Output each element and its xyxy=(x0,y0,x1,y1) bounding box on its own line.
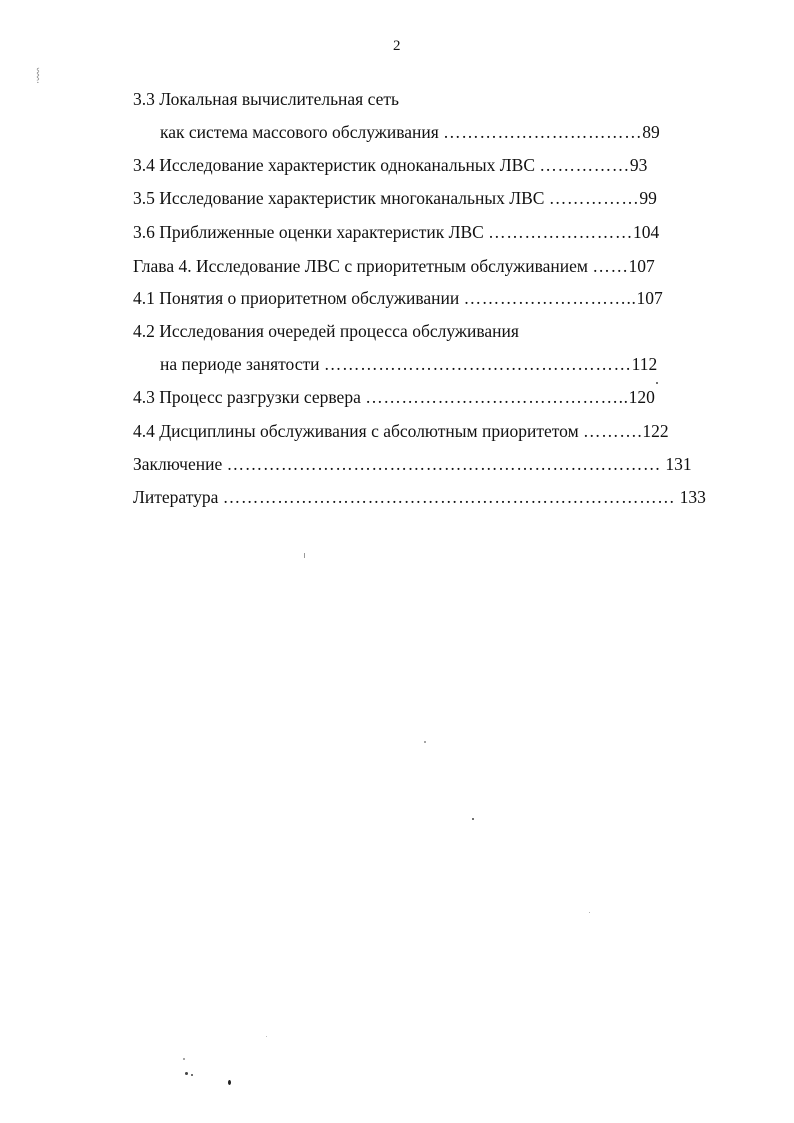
toc-page-number: 122 xyxy=(642,421,669,441)
toc-page-number: 89 xyxy=(642,122,660,142)
toc-entry-title: как система массового обслуживания xyxy=(160,122,444,142)
toc-leader-dots: …………… xyxy=(539,155,630,175)
toc-leader-dots: ……………………………………………………………… xyxy=(226,454,662,474)
toc-entry-title: 4.1 Понятия о приоритетном обслуживании xyxy=(133,288,464,308)
toc-entry-literature xyxy=(133,486,706,508)
toc-entry-3-4 xyxy=(133,154,647,176)
toc-leader-dots: …………………………………….. xyxy=(365,387,629,407)
toc-entry-3-6 xyxy=(133,221,659,243)
toc-page-number: 107 xyxy=(628,256,655,276)
toc-page-number: 120 xyxy=(628,387,655,407)
toc-entry-title: на периоде занятости xyxy=(160,354,324,374)
toc-entry-conclusion xyxy=(133,453,692,475)
toc-leader-dots: …………………………… xyxy=(443,122,643,142)
toc-leader-dots: ……………………….. xyxy=(463,288,637,308)
page-number: 2 xyxy=(393,38,401,54)
toc-entry-title: 4.2 Исследования очередей процесса обслуживания xyxy=(133,321,519,341)
toc-entry-title: Глава 4. Исследование ЛВС с приоритетным обслуживанием xyxy=(133,256,593,276)
scan-speck xyxy=(191,1074,193,1076)
toc-entry-title: Заключение xyxy=(133,454,227,474)
toc-leader-dots: …………………… xyxy=(488,222,633,242)
toc-entry-4-2 xyxy=(133,320,519,342)
scan-speck xyxy=(304,553,305,558)
toc-entry-3-3-cont xyxy=(160,121,660,143)
toc-page-number: 93 xyxy=(629,155,648,175)
scan-speck xyxy=(228,1080,231,1085)
toc-leader-dots: …………… xyxy=(548,188,640,208)
toc-entry-title: 4.3 Процесс разгрузки сервера xyxy=(133,387,366,407)
scan-speck xyxy=(589,912,590,913)
toc-leader-dots: …………………………………………… xyxy=(323,354,632,374)
scan-speck xyxy=(266,1036,267,1037)
scan-speck xyxy=(183,1058,185,1060)
toc-entry-title: 3.3 Локальная вычислительная сеть xyxy=(133,89,399,109)
toc-leader-dots: …… xyxy=(592,256,629,276)
toc-entry-chapter-4 xyxy=(133,255,655,277)
toc-page-number: 104 xyxy=(632,222,660,242)
toc-entry-4-1 xyxy=(133,287,663,309)
scan-mark: ⸾ · xyxy=(36,68,40,89)
toc-entry-title: 3.5 Исследование характеристик многоканальных ЛВС xyxy=(133,188,549,208)
toc-entry-title: Литература xyxy=(133,487,223,507)
scan-speck xyxy=(656,382,658,384)
toc-leader-dots: ………………………………………………………………… xyxy=(222,487,676,507)
toc-entry-title: 3.4 Исследование характеристик одноканальных ЛВС xyxy=(133,155,540,175)
toc-leader-dots: ………. xyxy=(583,421,643,441)
toc-entry-4-2-cont xyxy=(160,353,657,375)
toc-page-number: 112 xyxy=(631,354,658,374)
toc-entry-title: 3.6 Приближенные оценки характеристик ЛВС xyxy=(133,222,489,242)
toc-page-number: 99 xyxy=(639,188,657,208)
toc-page-number: 131 xyxy=(661,454,692,474)
scan-speck xyxy=(185,1072,188,1075)
scan-speck xyxy=(424,741,426,743)
toc-entry-4-3 xyxy=(133,386,655,408)
toc-entry-3-3 xyxy=(133,88,399,110)
toc-page-number: 133 xyxy=(675,487,706,507)
toc-entry-3-5 xyxy=(133,187,657,209)
toc-entry-4-4 xyxy=(133,420,669,442)
toc-page-number: 107 xyxy=(636,288,663,308)
toc-entry-title: 4.4 Дисциплины обслуживания с абсолютным приоритетом xyxy=(133,421,584,441)
scan-speck xyxy=(472,818,474,820)
